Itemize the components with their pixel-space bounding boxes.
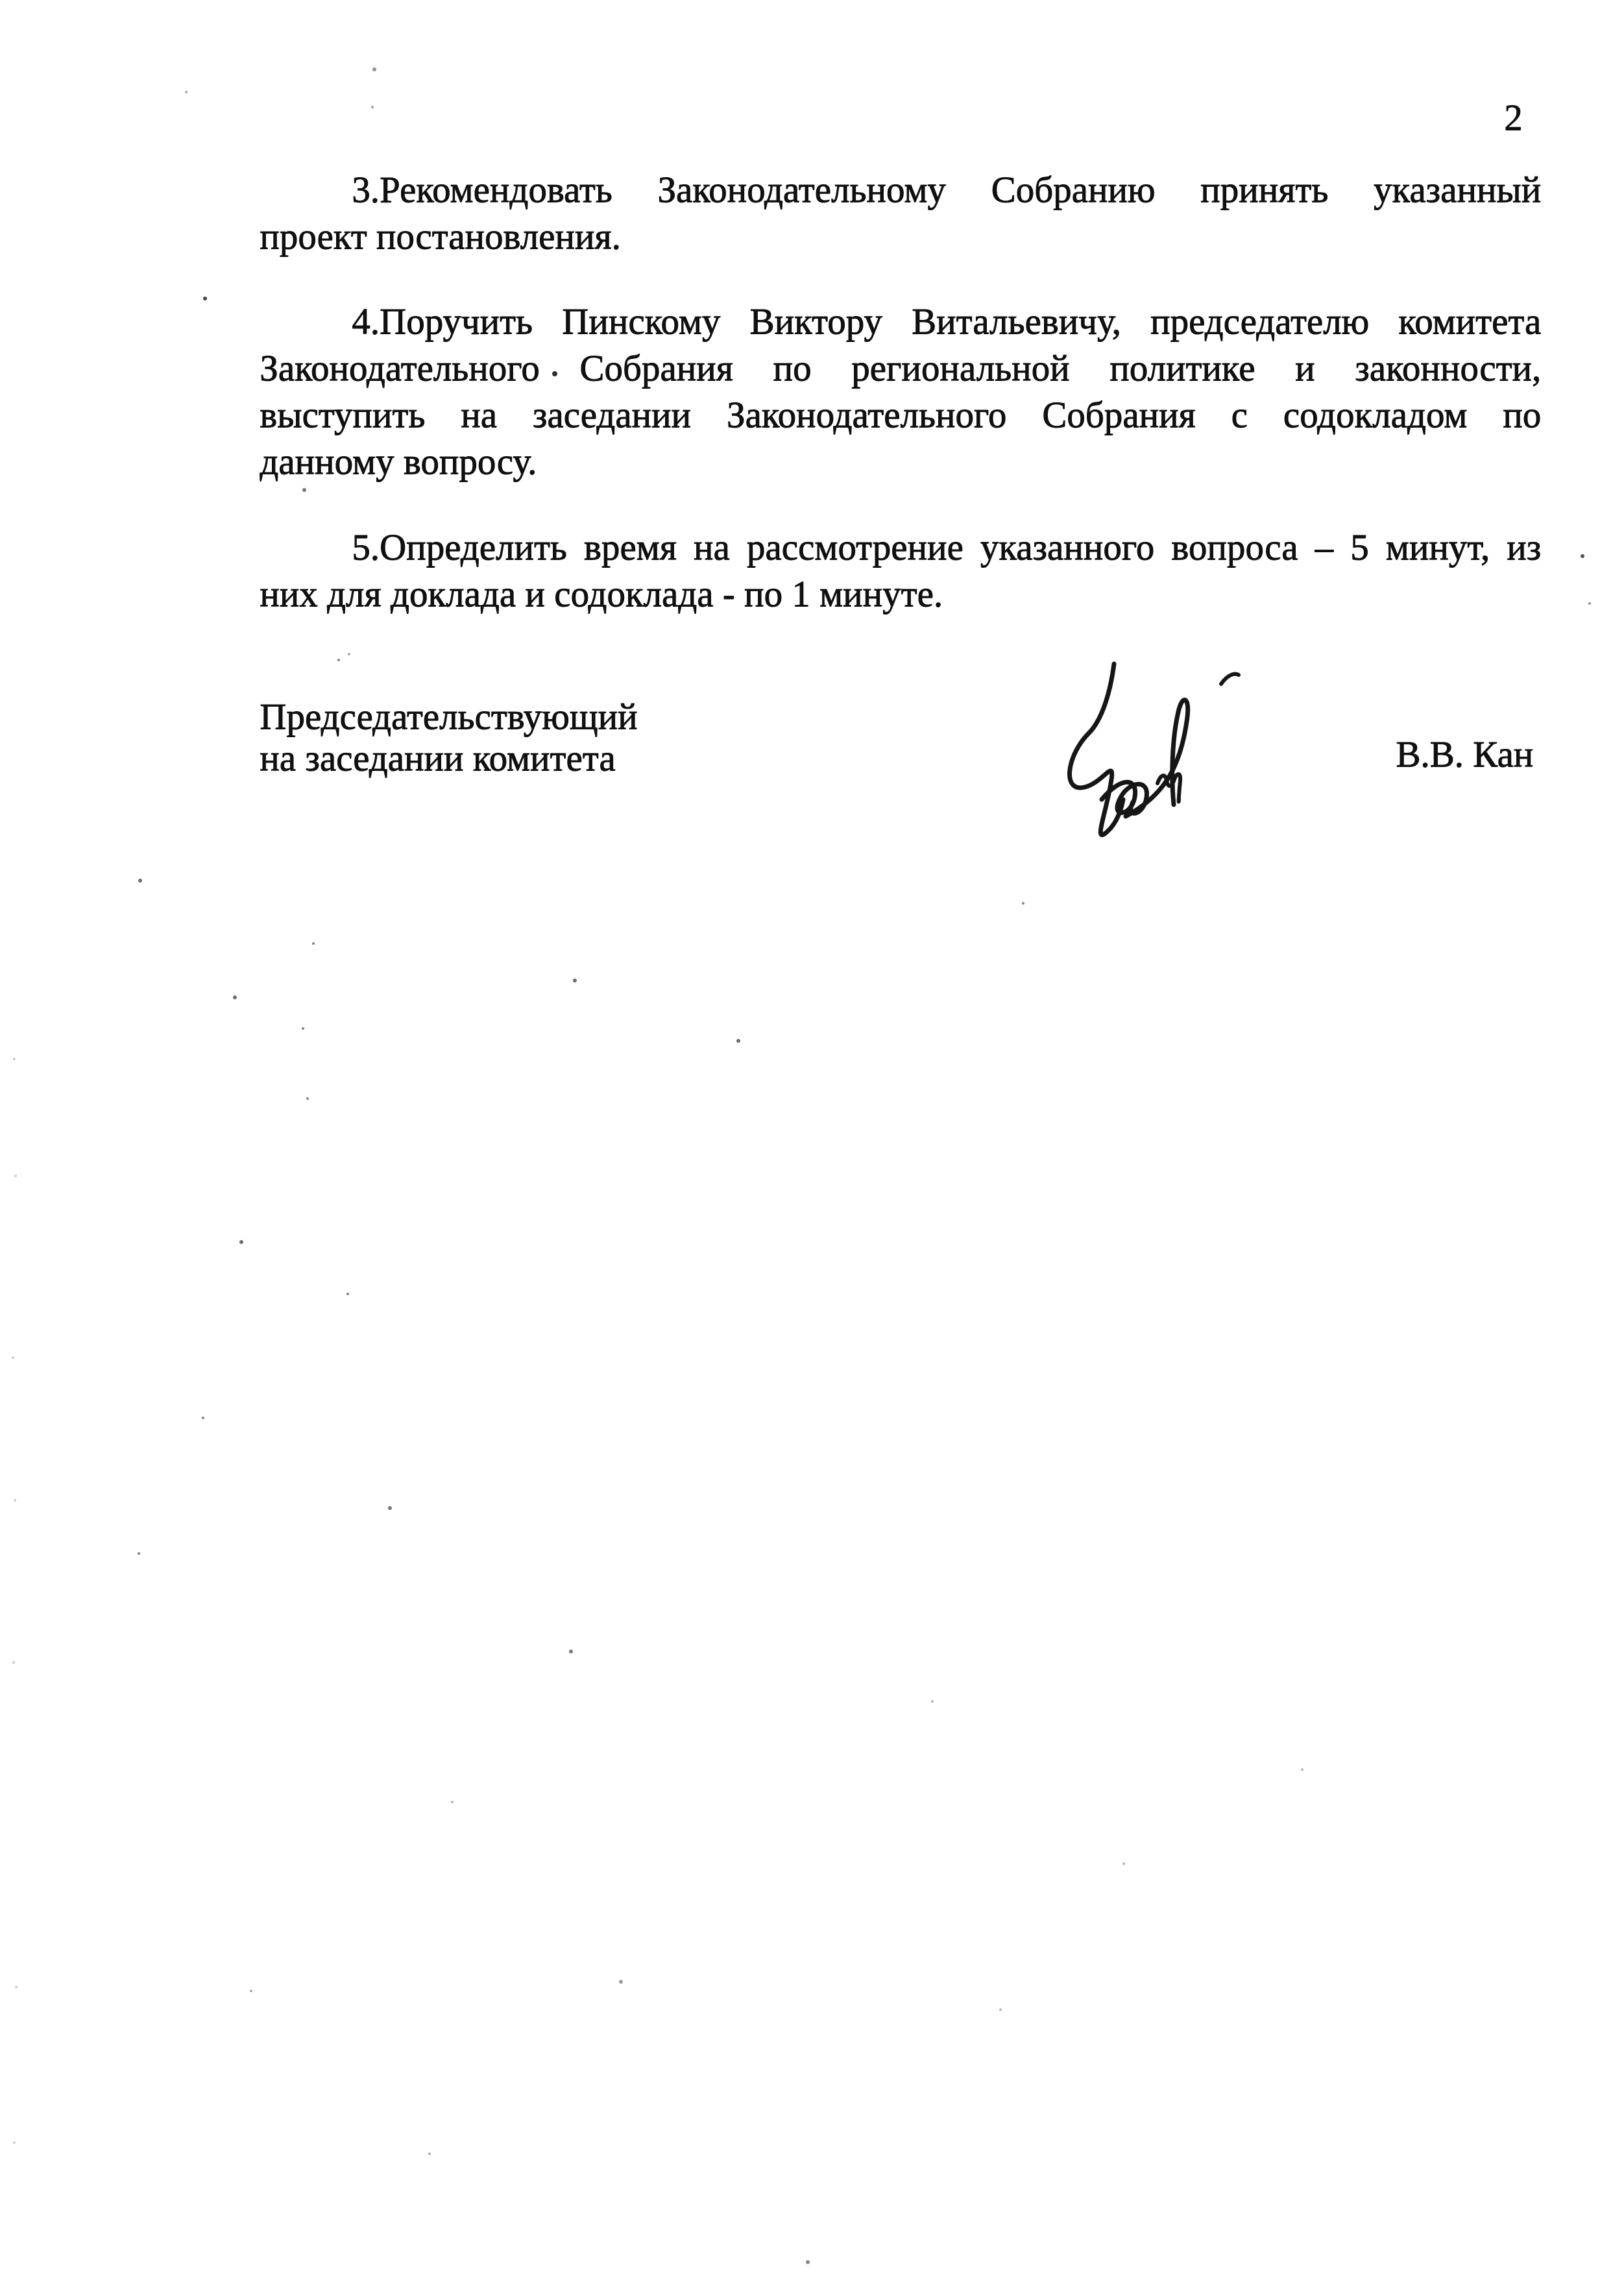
- signer-role-line-1: Председательствующий: [260, 696, 638, 737]
- paragraph-5: [260, 524, 1541, 618]
- paragraph-5-line-1: 5.Определить время на рассмотрение указанного вопроса – 5 минут, из: [352, 527, 1541, 568]
- page-number: 2: [1504, 97, 1523, 138]
- signer-role-line-2: на заседании комитета: [260, 738, 616, 779]
- signer-name: В.В. Кан: [1396, 734, 1533, 775]
- paragraph-4-line-4: данному вопросу.: [260, 441, 537, 482]
- paragraph-4-line-3: выступить на заседании Законодательного Собрания с содокладом по: [260, 395, 1541, 435]
- paragraph-3: [260, 167, 1541, 260]
- signature-block: [260, 696, 1541, 787]
- paragraph-3-line-1: 3.Рекомендовать Законодательному Собранию принять указанный: [352, 169, 1541, 210]
- handwritten-signature-icon: [1038, 649, 1259, 857]
- paragraph-4: [260, 299, 1541, 485]
- paragraph-5-line-2: них для доклада и содоклада - по 1 минуте.: [260, 574, 943, 615]
- document-body: [260, 167, 1541, 787]
- scan-noise-specks: [0, 0, 3, 3]
- paragraph-3-line-2: проект постановления.: [260, 216, 621, 257]
- paragraph-4-line-1: 4.Поручить Пинскому Виктору Витальевичу, председателю комитета: [352, 301, 1541, 342]
- paragraph-4-line-2: Законодательного Собрания по региональной политике и законности,: [260, 348, 1541, 389]
